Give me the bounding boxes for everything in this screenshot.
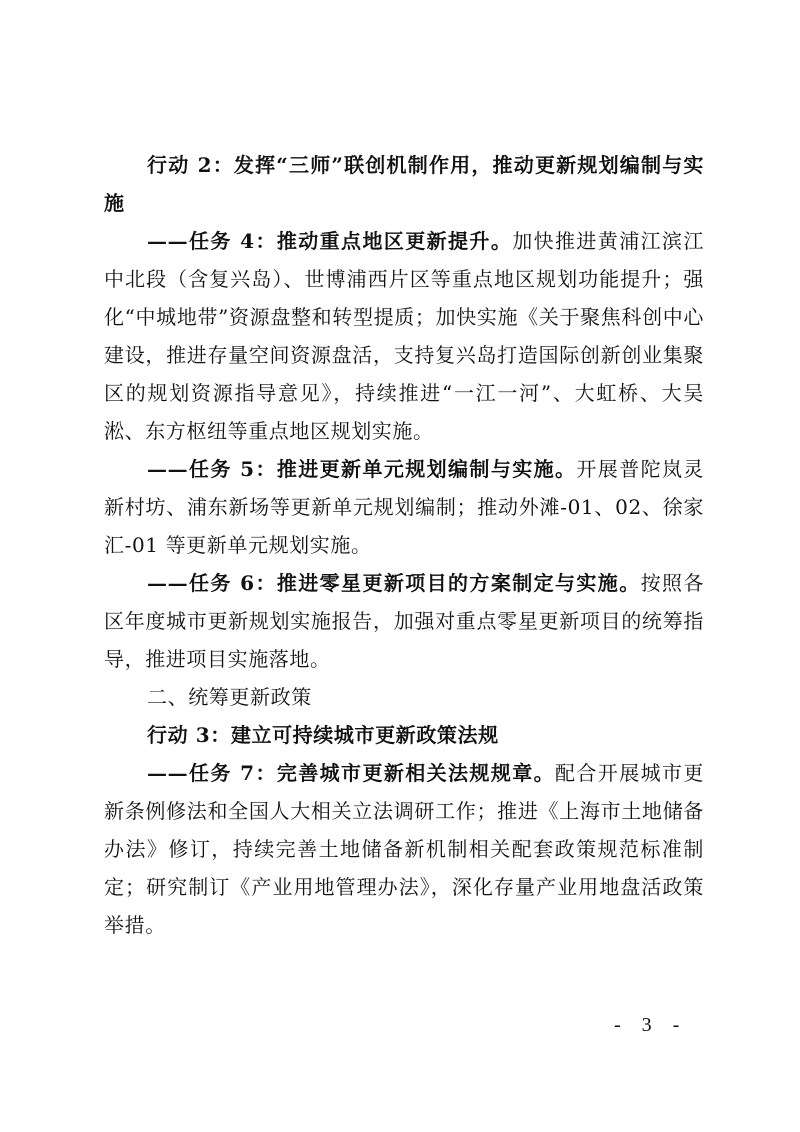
task-6-title: ——任务 6：推进零星更新项目的方案制定与实施。: [147, 571, 641, 595]
page-number: - 3 -: [614, 1014, 688, 1036]
task-7-text: 配合开展城市更新条例修法和全国人大相关立法调研工作；推进《上海市土地储备办法》修订，持续完善土地储备新机制相关配套政策规范标准制定；研究制订《产业用地管理办法》，深化存量产业用地盘活政策举措。: [104, 761, 704, 937]
task-6-text: 按照各区年度城市更新规划实施报告，加强对重点零星更新项目的统筹指导，推进项目实施落地。: [104, 571, 704, 671]
task-5-paragraph: [104, 450, 704, 564]
task-5-text: 开展普陀岚灵新村坊、浦东新场等更新单元规划编制；推动外滩-01、02、徐家汇-01 等更新单元规划实施。: [104, 457, 704, 557]
section-2-heading: [104, 678, 704, 716]
action-2-heading: [104, 146, 704, 222]
task-6-paragraph: [104, 564, 704, 678]
section-2-title: 二、统筹更新政策: [147, 685, 312, 709]
task-7-paragraph: [104, 754, 704, 944]
task-5-title: ——任务 5：推进更新单元规划编制与实施。: [147, 457, 577, 481]
action-2-title: 行动 2：发挥“三师”联创机制作用，推动更新规划编制与实施: [104, 153, 704, 215]
task-7-title: ——任务 7：完善城市更新相关法规规章。: [147, 761, 556, 785]
task-4-title: ——任务 4：推动重点地区更新提升。: [147, 229, 513, 253]
task-4-text: 加快推进黄浦江滨江中北段（含复兴岛）、世博浦西片区等重点地区规划功能提升；强化“中城地带”资源盘整和转型提质；加快实施《关于聚焦科创中心建设，推进存量空间资源盘活，支持复兴岛打造国际创新创业集聚区的规划资源指导意见》，持续推进“一江一河”、大虹桥、大吴淞、东方枢纽等重点地区规划实施。: [104, 229, 704, 443]
task-4-paragraph: [104, 222, 704, 450]
action-3-title: 行动 3：建立可持续城市更新政策法规: [147, 723, 499, 747]
document-body: [104, 146, 704, 944]
action-3-heading: [104, 716, 704, 754]
